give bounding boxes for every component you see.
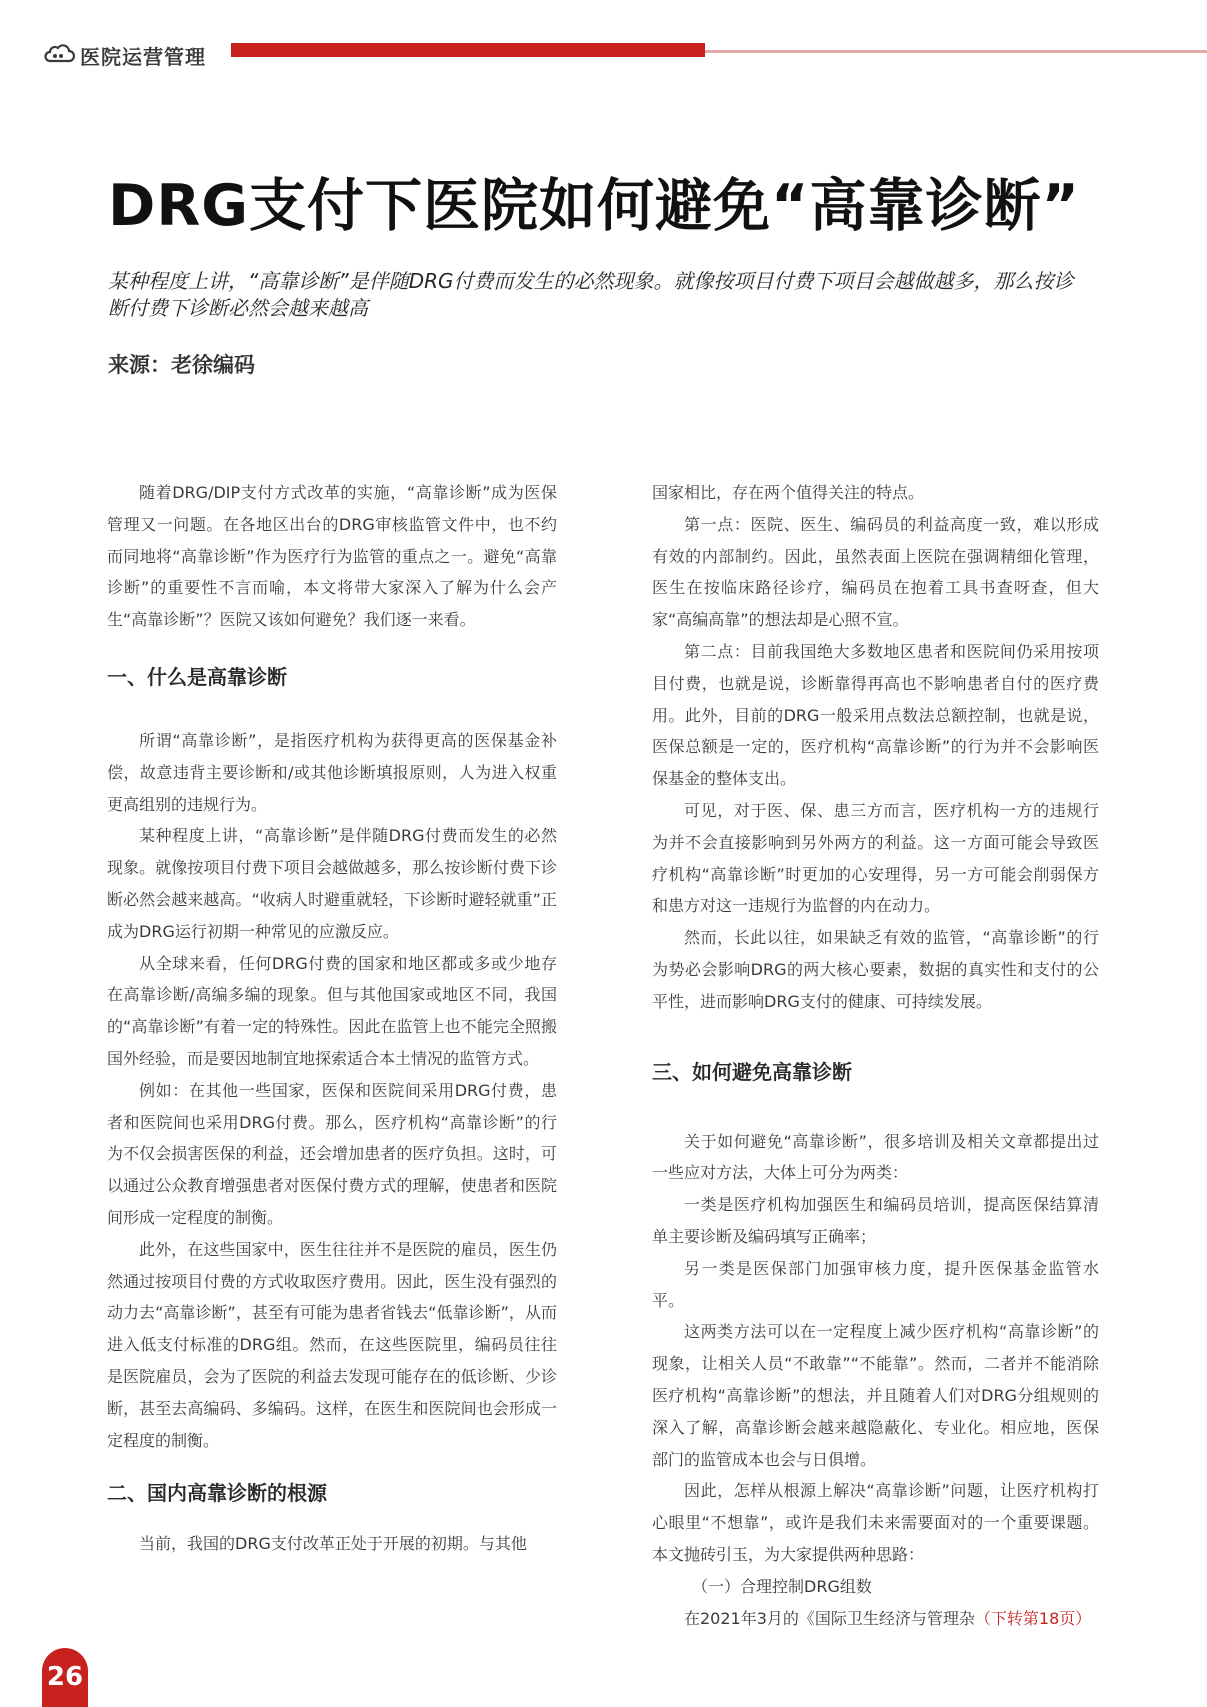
continue-note: （下转第18页） — [974, 1608, 1092, 1628]
left-column — [107, 477, 557, 1560]
cloud-logo-icon — [44, 44, 75, 64]
page-header — [0, 0, 1207, 90]
paragraph: 某种程度上讲，“高靠诊断”是伴随DRG付费而发生的必然现象。就像按项目付费下项目会越做越多，那么按诊断付费下诊断必然会越来越高。“收病人时避重就轻，下诊断时避轻就重”正成为DRG运行初期一种常见的应激反应。 — [107, 826, 557, 941]
paragraph: 一类是医疗机构加强医生和编码员培训，提高医保结算清单主要诊断及编码填写正确率； — [652, 1195, 1099, 1246]
header-divider-line — [705, 50, 1207, 53]
paragraph: 第二点：目前我国绝大多数地区患者和医院间仍采用按项目付费，也就是说，诊断靠得再高也不影响患者自付的医疗费用。此外，目前的DRG一般采用点数法总额控制，也就是说，医保总额是一定的，医疗机构“高靠诊断”的行为并不会影响医保基金的整体支出。 — [652, 641, 1099, 789]
paragraph: 这两类方法可以在一定程度上减少医疗机构“高靠诊断”的现象，让相关人员“不敢靠”“不能靠”。然而，二者并不能消除医疗机构“高靠诊断”的想法，并且随着人们对DRG分组规则的深入了解，高靠诊断会越来越隐蔽化、专业化。相应地，医保部门的监管成本也会与日俱增。 — [652, 1322, 1099, 1469]
paragraph: 关于如何避免“高靠诊断”，很多培训及相关文章都提出过一些应对方法，大体上可分为两类： — [652, 1131, 1099, 1183]
section-heading-2: 二、国内高靠诊断的根源 — [107, 1481, 327, 1506]
paragraph: 然而，长此以往，如果缺乏有效的监管，“高靠诊断”的行为势必会影响DRG的两大核心要素，数据的真实性和支付的公平性，进而影响DRG支付的健康、可持续发展。 — [652, 928, 1099, 1011]
paragraph: 从全球来看，任何DRG付费的国家和地区都或多或少地存在高靠诊断/高编多编的现象。但与其他国家或地区不同，我国的“高靠诊断”有着一定的特殊性。因此在监管上也不能完全照搬国外经验，而是要因地制宜地探索适合本土情况的监管方式。 — [107, 953, 557, 1068]
paragraph: 另一类是医保部门加强审核力度，提升医保基金监管水平。 — [652, 1258, 1099, 1310]
paragraph: 第一点：医院、医生、编码员的利益高度一致，难以形成有效的内部制约。因此，虽然表面上医院在强调精细化管理，医生在按临床路径诊疗，编码员在抱着工具书查呀查，但大家“高编高靠”的想法却是心照不宣。 — [652, 514, 1099, 630]
header-accent-bar — [231, 43, 705, 57]
article-title: DRG支付下医院如何避免“高靠诊断” — [108, 173, 1080, 239]
paragraph: 国家相比，存在两个值得关注的特点。 — [652, 483, 925, 502]
paragraph-intro: 随着DRG/DIP支付方式改革的实施，“高靠诊断”成为医保管理又一问题。在各地区出台的DRG审核监管文件中，也不约而同地将“高靠诊断”作为医疗行为监管的重点之一。避免“高靠诊断”的重要性不言而喻，本文将带大家深入了解为什么会产生“高靠诊断”？医院又该如何避免？我们逐一来看。 — [107, 483, 557, 630]
page-number: 26 — [46, 1662, 84, 1692]
paragraph: 当前，我国的DRG支付改革正处于开展的初期。与其他 — [139, 1534, 527, 1554]
paragraph: 因此，怎样从根源上解决“高靠诊断”问题，让医疗机构打心眼里“不想靠”，或许是我们未来需要面对的一个重要课题。本文抛砖引玉，为大家提供两种思路： — [652, 1481, 1099, 1564]
page-number-badge — [42, 1648, 88, 1707]
paragraph: 例如：在其他一些国家，医保和医院间采用DRG付费，患者和医院间也采用DRG付费。那么，医疗机构“高靠诊断”的行为不仅会损害医保的利益，还会增加患者的医疗负担。这时，可以通过公众教育增强患者对医保付费方式的理解，使患者和医院间形成一定程度的制衡。 — [107, 1080, 557, 1227]
right-column — [652, 477, 1099, 1634]
subsection-heading: （一）合理控制DRG组数 — [692, 1576, 872, 1596]
section-label: 医院运营管理 — [80, 45, 206, 69]
section-heading-3: 三、如何避免高靠诊断 — [652, 1059, 852, 1084]
section-heading-1: 一、什么是高靠诊断 — [107, 664, 287, 689]
paragraph: 可见，对于医、保、患三方而言，医疗机构一方的违规行为并不会直接影响到另外两方的利益。这一方面可能会导致医疗机构“高靠诊断”时更加的心安理得，另一方可能会削弱保方和患方对这一违规行为监督的内在动力。 — [652, 800, 1099, 916]
paragraph-continued — [652, 1603, 1099, 1635]
paragraph: 此外，在这些国家中，医生往往并不是医院的雇员，医生仍然通过按项目付费的方式收取医疗费用。因此，医生没有强烈的动力去“高靠诊断”，甚至有可能为患者省钱去“低靠诊断”，从而进入低支付标准的DRG组。然而，在这些医院里，编码员往往是医院雇员，会为了医院的利益去发现可能存在的低诊断、少诊断，甚至去高编码、多编码。这样，在医生和医院间也会形成一定程度的制衡。 — [107, 1239, 557, 1450]
paragraph-text: 在2021年3月的《国际卫生经济与管理杂 — [684, 1608, 975, 1628]
article-source: 来源：老徐编码 — [108, 353, 255, 377]
paragraph: 所谓“高靠诊断”，是指医疗机构为获得更高的医保基金补偿，故意违背主要诊断和/或其他诊断填报原则，人为进入权重更高组别的违规行为。 — [107, 730, 557, 814]
article-subtitle: 某种程度上讲，“高靠诊断”是伴随DRG付费而发生的必然现象。就像按项目付费下项目会越做越多，那么按诊断付费下诊断必然会越来越高 — [108, 269, 1074, 320]
